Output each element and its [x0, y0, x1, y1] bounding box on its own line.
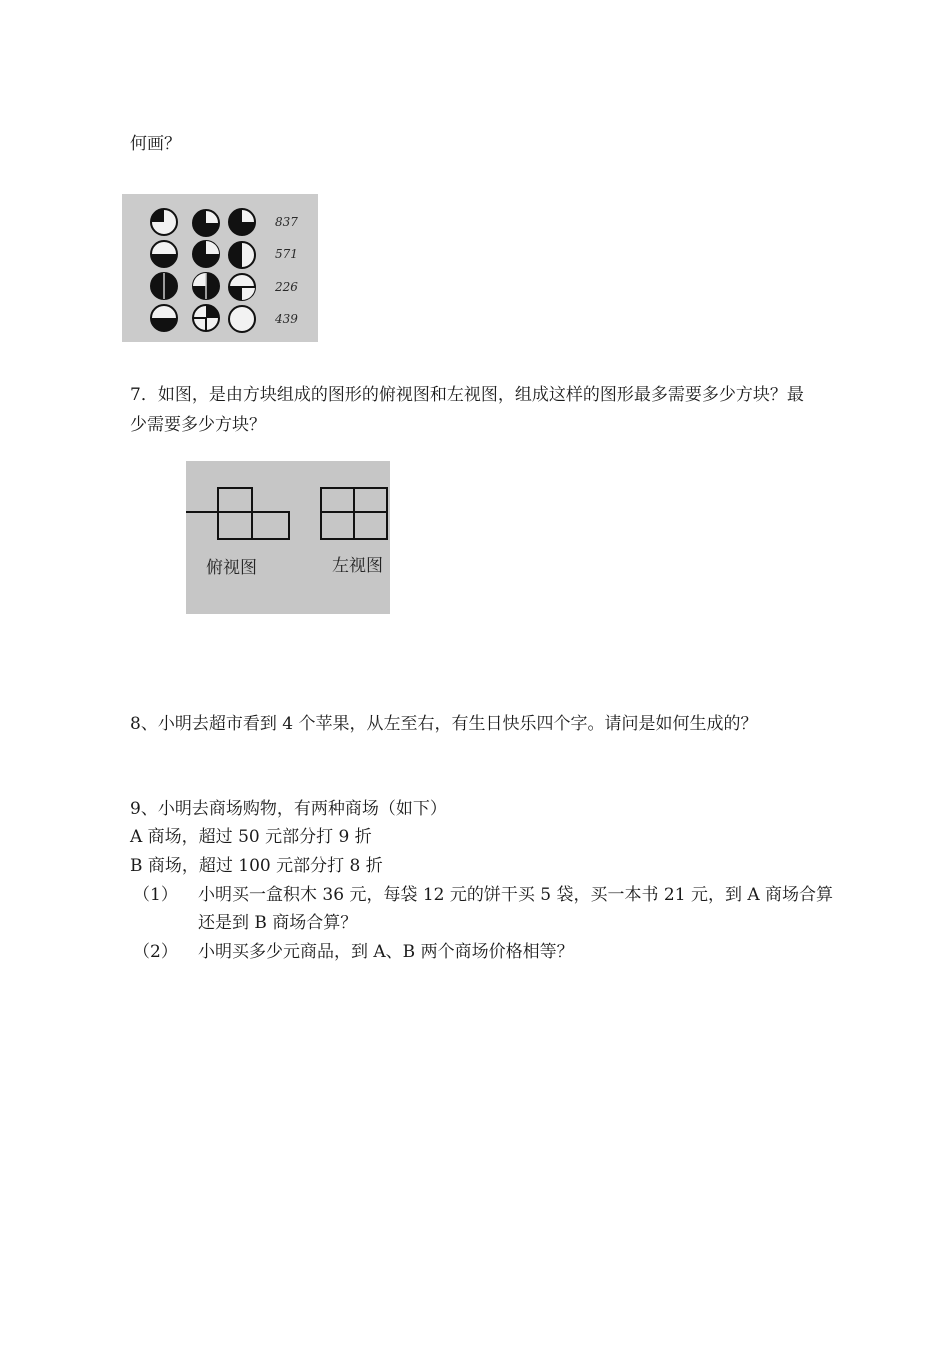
top-view-label: 俯视图: [206, 558, 257, 578]
circle-r4c2: [193, 305, 219, 331]
circle-r1c2: [193, 210, 219, 236]
sub-question-2-number: （2）: [133, 942, 178, 962]
store-b-rule: B 商场，超过 100 元部分打 8 折: [130, 856, 383, 876]
question-8-text: 8、小明去超市看到 4 个苹果，从左至右，有生日快乐四个字。请问是如何生成的？: [130, 714, 758, 734]
question-6-continuation: 何画？: [130, 134, 181, 154]
circle-r2c1: [151, 241, 177, 267]
top-view-drawing: [186, 488, 289, 539]
circle-row-number: 571: [275, 247, 298, 261]
question-7-line-2: 少需要多少方块？: [130, 415, 266, 435]
question-9-intro: 9、小明去商场购物，有两种商场（如下）: [130, 799, 447, 819]
circle-pattern-photo: [122, 194, 318, 342]
store-a-rule: A 商场，超过 50 元部分打 9 折: [130, 827, 372, 847]
circle-pattern-figure: [122, 194, 318, 342]
views-figure: [186, 461, 390, 614]
circle-r4c1: [151, 305, 177, 331]
left-view-label: 左视图: [332, 556, 383, 576]
sub-question-1-line-1: 小明买一盒积木 36 元，每袋 12 元的饼干买 5 袋，买一本书 21 元，到 A 商场合算: [198, 885, 834, 905]
circle-row-number: 439: [275, 312, 298, 326]
views-photo: [186, 461, 390, 614]
circle-r4c3: [229, 306, 255, 332]
sub-question-2-text: 小明买多少元商品，到 A、B 两个商场价格相等？: [198, 942, 574, 962]
sub-question-1-number: （1）: [133, 885, 178, 905]
circle-r3c2: [193, 273, 219, 299]
circle-r2c2: [193, 241, 219, 267]
circle-r1c1: [151, 209, 177, 235]
circle-row-number: 837: [275, 215, 298, 229]
circle-r3c3: [229, 274, 255, 300]
question-7-line-1: 7．如图，是由方块组成的图形的俯视图和左视图，组成这样的图形最多需要多少方块？最: [130, 385, 804, 405]
circle-r1c3: [229, 209, 255, 235]
circle-r3c1: [151, 273, 177, 299]
left-view-drawing: [321, 488, 387, 539]
circle-row-number: 226: [275, 280, 298, 294]
sub-question-1-line-2: 还是到 B 商场合算？: [198, 913, 358, 933]
circle-r2c3: [229, 242, 255, 268]
